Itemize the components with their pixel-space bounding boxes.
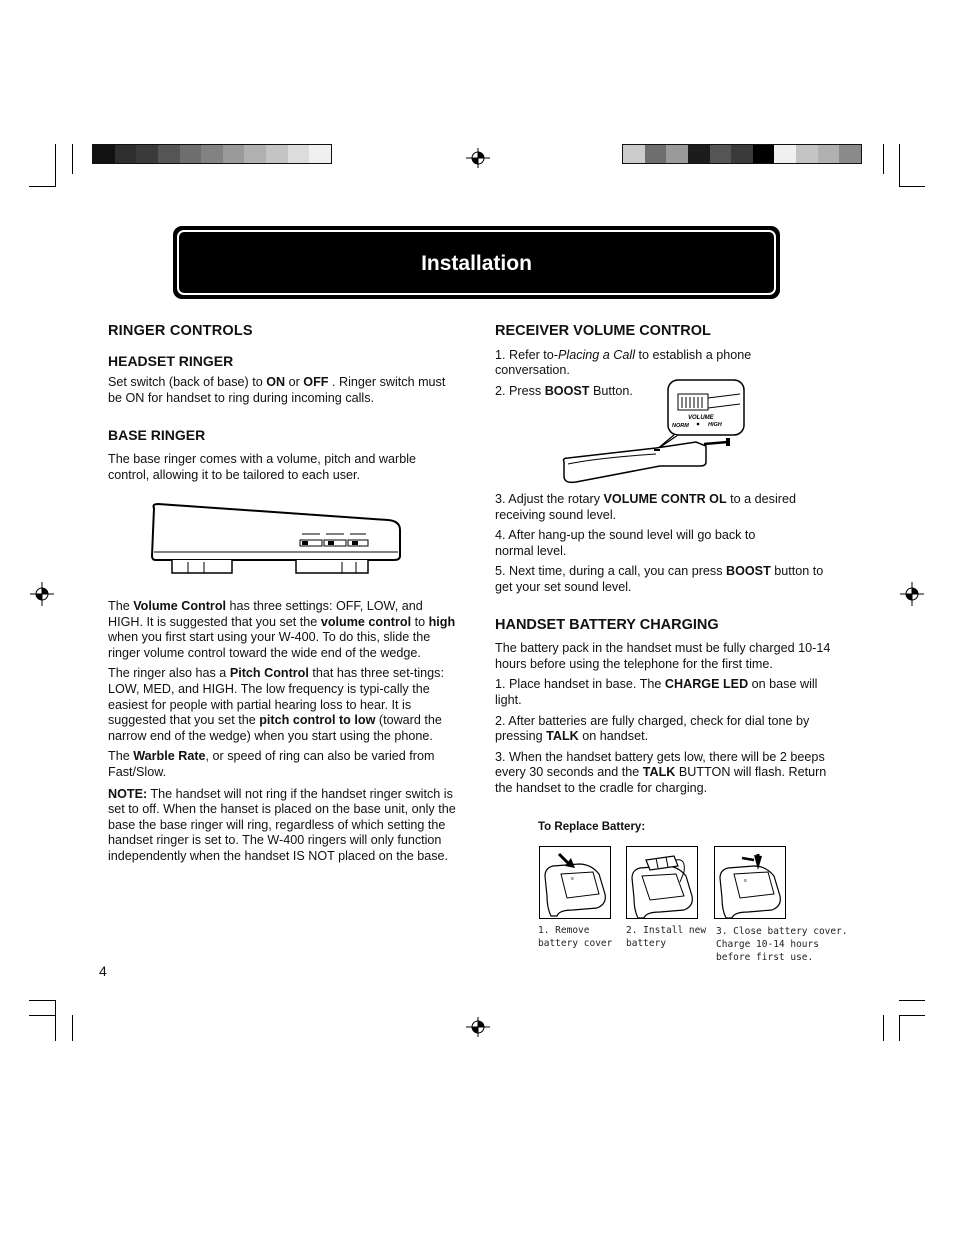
text: , or speed of ring can also be varied from Fast/Slow. bbox=[108, 749, 435, 779]
caption-line: 3. Close battery cover. bbox=[716, 926, 848, 937]
registration-mark-icon bbox=[466, 1017, 490, 1037]
text-bold: VOLUME CONTR OL bbox=[603, 492, 727, 506]
color-swatch bbox=[93, 145, 115, 163]
text: 3. Adjust the rotary bbox=[495, 492, 604, 506]
install-battery-illustration bbox=[626, 846, 698, 919]
paragraph-battery-intro: The battery pack in the handset must be fully charged 10-14 hours before using the telephone for the first time. bbox=[495, 641, 831, 671]
text-bold: ON bbox=[266, 375, 286, 390]
crop-mark bbox=[899, 1015, 900, 1041]
caption-line: 1. Remove bbox=[538, 925, 590, 936]
crop-mark bbox=[899, 1015, 925, 1016]
left-column bbox=[108, 324, 458, 483]
caption-line: Charge 10-14 hours bbox=[716, 939, 819, 950]
color-swatch bbox=[201, 145, 223, 163]
svg-text:≡: ≡ bbox=[571, 876, 574, 882]
step-receiver-1 bbox=[495, 348, 780, 379]
text: 1. Refer to- bbox=[495, 347, 558, 362]
color-calibration-bar-right bbox=[622, 144, 862, 164]
step-battery-3 bbox=[495, 750, 840, 797]
text: 5. Next time, during a call, you can press bbox=[495, 564, 726, 579]
svg-text:≡: ≡ bbox=[744, 878, 747, 884]
color-swatch bbox=[731, 145, 753, 163]
color-swatch bbox=[244, 145, 266, 163]
norm-label: NORM bbox=[672, 423, 689, 429]
text: . Ringer switch must be ON for handset to ring during incoming calls. bbox=[108, 375, 446, 405]
text: The bbox=[108, 749, 134, 764]
caption-step-3 bbox=[716, 925, 848, 964]
color-swatch bbox=[623, 145, 645, 163]
text-bold: NOTE: bbox=[108, 786, 148, 801]
text: when you first start using your W-400. To do this, slide the ringer volume control toward the wide end of the wedge. bbox=[108, 630, 431, 660]
step-receiver-5 bbox=[495, 564, 840, 595]
color-swatch bbox=[115, 145, 137, 163]
color-swatch bbox=[136, 145, 158, 163]
color-calibration-bar-left bbox=[92, 144, 332, 164]
text: The bbox=[108, 599, 134, 613]
title-banner bbox=[173, 226, 780, 299]
text: to bbox=[411, 614, 429, 629]
color-swatch bbox=[309, 145, 331, 163]
caption-step-2 bbox=[626, 924, 706, 950]
paragraph-pitch-control bbox=[108, 666, 458, 744]
registration-mark-icon bbox=[900, 582, 924, 606]
text: or bbox=[285, 375, 304, 390]
color-swatch bbox=[796, 145, 818, 163]
right-column-lower bbox=[495, 492, 840, 797]
text: on base will light. bbox=[495, 677, 818, 707]
color-swatch bbox=[288, 145, 310, 163]
close-battery-cover-illustration bbox=[714, 846, 786, 919]
color-swatch bbox=[818, 145, 840, 163]
page-title: Installation bbox=[421, 252, 532, 275]
text-italic: Placing a Call bbox=[558, 347, 636, 362]
base-unit-illustration bbox=[148, 500, 406, 580]
text: has three settings: OFF, LOW, and HIGH. It is suggested that you set the bbox=[108, 599, 423, 629]
caption-line: before first use. bbox=[716, 952, 814, 963]
text: 2. After batteries are fully charged, check for dial tone by pressing bbox=[495, 713, 810, 744]
color-swatch bbox=[688, 145, 710, 163]
text-bold: CHARGE LED bbox=[664, 677, 749, 692]
text-bold: pitch control to low bbox=[259, 713, 376, 728]
heading-base-ringer: BASE RINGER bbox=[108, 427, 206, 444]
color-swatch bbox=[710, 145, 732, 163]
color-swatch bbox=[223, 145, 245, 163]
heading-receiver-volume: RECEIVER VOLUME CONTROL bbox=[495, 323, 711, 339]
text-bold: Volume Control bbox=[133, 599, 227, 613]
crop-mark bbox=[29, 1000, 55, 1001]
registration-mark-icon bbox=[466, 148, 490, 168]
color-swatch bbox=[180, 145, 202, 163]
step-battery-2 bbox=[495, 714, 840, 745]
high-label: HIGH bbox=[708, 422, 722, 428]
text: 1. Place handset in base. The bbox=[495, 677, 665, 692]
text-bold: Pitch Control bbox=[229, 666, 309, 681]
heading-headset-ringer: HEADSET RINGER bbox=[108, 352, 234, 369]
text-bold: volume control bbox=[320, 614, 412, 629]
text: 3. When the handset battery gets low, there will be 2 beeps every 30 seconds and the bbox=[495, 749, 825, 780]
text-bold: high bbox=[428, 614, 456, 629]
crop-mark bbox=[899, 1000, 925, 1001]
caption-step-1 bbox=[538, 924, 612, 950]
text: on handset. bbox=[578, 729, 649, 744]
text: 2. Press bbox=[495, 383, 545, 398]
paragraph-warble-rate bbox=[108, 749, 458, 780]
crop-mark bbox=[72, 1015, 73, 1041]
paragraph-note bbox=[108, 787, 458, 865]
text: button to get your set sound level. bbox=[495, 564, 824, 594]
caption-line: battery bbox=[626, 938, 667, 949]
step-receiver-3 bbox=[495, 492, 840, 523]
text-bold: BOOST bbox=[544, 383, 590, 398]
crop-mark bbox=[72, 144, 73, 174]
page-number: 4 bbox=[99, 963, 107, 979]
color-swatch bbox=[839, 145, 861, 163]
color-swatch bbox=[158, 145, 180, 163]
crop-mark bbox=[29, 1015, 55, 1016]
crop-mark bbox=[899, 144, 900, 187]
step-receiver-4: 4. After hang-up the sound level will go back to normal level. bbox=[495, 528, 756, 558]
text: to establish a phone conversation. bbox=[495, 347, 752, 378]
section-title-ringer-controls: RINGER CONTROLS bbox=[108, 323, 253, 339]
crop-mark bbox=[899, 186, 925, 187]
text-bold: OFF bbox=[303, 375, 329, 390]
crop-mark bbox=[883, 1015, 884, 1041]
text: The handset will not ring if the handset ringer switch is set to off. When the hanset is placed on the base unit, only the base the base ringer will ring, regardless of which setting the handset ringer is set to. The W-400 ringers will only function independently when the handset IS NOT placed on the base. bbox=[108, 786, 456, 863]
text: BUTTON will flash. Return the handset to the cradle for charging. bbox=[495, 765, 827, 795]
paragraph-headset-ringer bbox=[108, 375, 458, 406]
text: that has three set-tings: LOW, MED, and HIGH. The low frequency is typi-cally the easiest for people with partial hearing loss to hear. It is suggested that you set the bbox=[108, 666, 444, 728]
text: (toward the narrow end of the wedge) when you start using the phone. bbox=[108, 713, 442, 743]
caption-line: battery cover bbox=[538, 938, 613, 949]
crop-mark bbox=[55, 144, 56, 187]
caption-line: 2. Install new bbox=[626, 925, 707, 936]
text: Button. bbox=[589, 383, 633, 398]
crop-mark bbox=[55, 1000, 56, 1041]
text-bold: BOOST bbox=[726, 564, 771, 579]
replace-battery-title: To Replace Battery: bbox=[538, 821, 646, 833]
color-swatch bbox=[774, 145, 796, 163]
color-swatch bbox=[266, 145, 288, 163]
crop-mark bbox=[883, 144, 884, 174]
color-swatch bbox=[753, 145, 775, 163]
crop-mark bbox=[29, 186, 55, 187]
text: Set switch (back of base) to bbox=[108, 375, 267, 390]
paragraph-volume-control bbox=[108, 599, 458, 661]
color-swatch bbox=[645, 145, 667, 163]
text-bold: TALK bbox=[642, 765, 676, 780]
text: to a desired receiving sound level. bbox=[495, 492, 796, 522]
registration-mark-icon bbox=[30, 582, 54, 606]
paragraph-base-ringer: The base ringer comes with a volume, pitch and warble control, allowing it to be tailored to each user. bbox=[108, 451, 416, 482]
step-battery-1 bbox=[495, 677, 840, 708]
text-bold: TALK bbox=[546, 729, 579, 744]
volume-label: VOLUME bbox=[688, 415, 714, 421]
text: The ringer also has a bbox=[108, 666, 230, 681]
handset-volume-illustration bbox=[556, 378, 748, 488]
color-swatch bbox=[666, 145, 688, 163]
remove-battery-cover-illustration bbox=[539, 846, 611, 919]
left-column-lower bbox=[108, 599, 458, 865]
heading-battery-charging: HANDSET BATTERY CHARGING bbox=[495, 616, 719, 633]
text-bold: Warble Rate bbox=[133, 749, 206, 764]
